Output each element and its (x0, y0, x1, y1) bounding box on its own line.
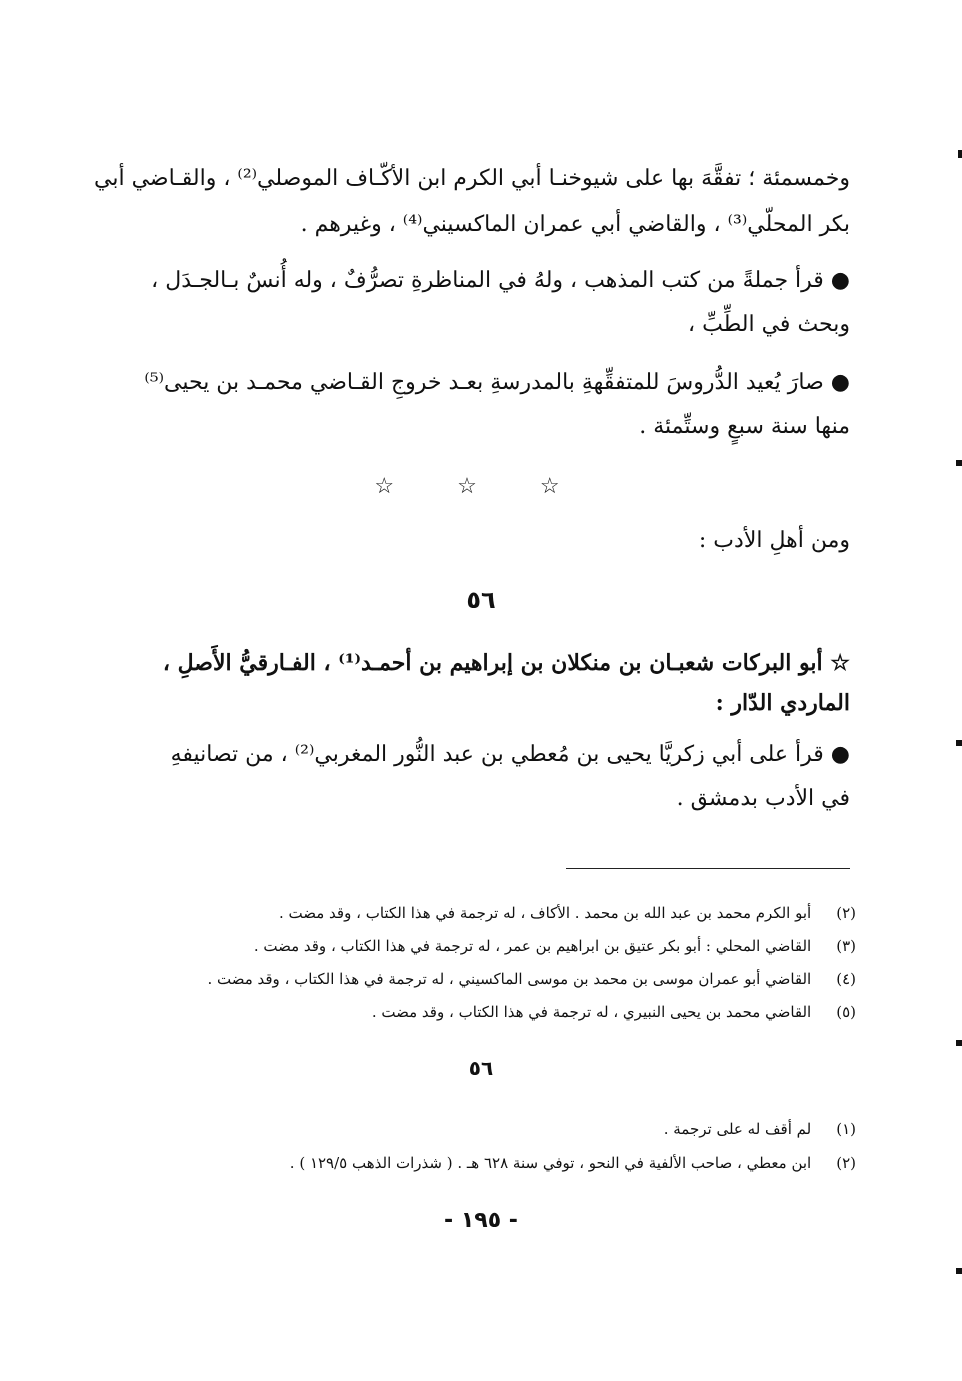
footnote-text: ابن معطي ، صاحب الألفية في النحو ، توفي سنة ٦٢٨ هـ . ( شذرات الذهب ١٢٩/٥ ) . (289, 1154, 812, 1172)
footnote-text: أبو الكرم محمد بن عبد الله بن محمد . الأكاف ، له ترجمة في هذا الكتاب ، وقد مضت . (278, 904, 812, 922)
page-number: - ١٩٥ - (444, 1208, 518, 1233)
footnote-section-number: ٥٦ (468, 1056, 494, 1080)
bullet2-line2: منها سنة سبعٍ وستِّمئة . (639, 414, 850, 439)
scan-edge-mark (956, 1268, 962, 1274)
footnote-number: (١) (836, 1120, 856, 1138)
footnote (156, 968, 856, 990)
bullet2-line1: ● صارَ يُعيد الدُّروسَ للمتفقِّهةِ بالمدرسةِ بعـد خروجِ القـاضي محمـد بن يحيى⁽⁵⁾ (144, 370, 850, 395)
footnote (156, 902, 856, 924)
footnote-number: (٤) (836, 970, 856, 988)
section-intro: ومن أهلِ الأدب : (698, 528, 850, 553)
para1-line1: وخمسمئة ؛ تفقَّهَ بها على شيوخنـا أبي الكرم ابن الأكّـاف الموصلي⁽²⁾ ، والقـاضي أبي (94, 166, 850, 191)
footnote-text: القاضي المحلي : أبو بكر عتيق بن ابراهيم بن عمر ، له ترجمة في هذا الكتاب ، وقد مضت . (253, 937, 812, 955)
scan-edge-mark (958, 150, 962, 158)
bullet1-line1: ● قرأ جملةً من كتب المذهب ، ولهُ في المناظرةِ تصرُّفٌ ، وله أُنسٌ بـالجـدَل ، (151, 268, 850, 293)
footnote-text: القاضي أبو عمران موسى بن محمد بن موسى الماكسيني ، له ترجمة في هذا الكتاب ، وقد مضت . (207, 970, 812, 988)
scan-edge-mark (956, 740, 962, 746)
entry-number: ٥٦ (466, 586, 496, 614)
scan-edge-mark (956, 1040, 962, 1046)
footnote-number: (٥) (836, 1003, 856, 1021)
footnote-text: القاضي محمد بن يحيى النبيري ، له ترجمة في هذا الكتاب ، وقد مضت . (371, 1003, 812, 1021)
entry-heading-line1: ☆ أبو البركات شعبـان بن منكلان بن إبراهيم بن أحمـد⁽¹⁾ ، الفـارقيُّ الأَصلِ ، (162, 650, 850, 676)
footnote-divider (566, 868, 850, 869)
footnote (156, 935, 856, 957)
entry-bullet-line2: في الأدب بدمشق . (676, 786, 850, 811)
footnote-number: (٢) (836, 904, 856, 922)
scan-edge-mark (956, 460, 962, 466)
footnote-number: (٣) (836, 937, 856, 955)
para1-line2: بكر المحلّي⁽³⁾ ، والقاضي أبي عمران الماكسيني⁽⁴⁾ ، وغيرهم . (300, 212, 850, 237)
entry-bullet-line1: ● قرأ على أبي زكريَّا يحيى بن مُعطي بن عبد النُّور المغربي⁽²⁾ ، من تصانيفهِ (170, 742, 850, 767)
footnote (156, 1001, 856, 1023)
footnote-number: (٢) (836, 1154, 856, 1172)
footnote (156, 1152, 856, 1174)
footnote (156, 1118, 856, 1140)
section-separator-stars: ☆ ☆ ☆ (374, 474, 588, 499)
bullet1-line2: وبحث في الطِّبِّ ، (688, 312, 850, 337)
entry-heading-line2: الماردي الدّار : (715, 690, 850, 716)
footnote-text: لم أقف له على ترجمة . (663, 1120, 812, 1138)
